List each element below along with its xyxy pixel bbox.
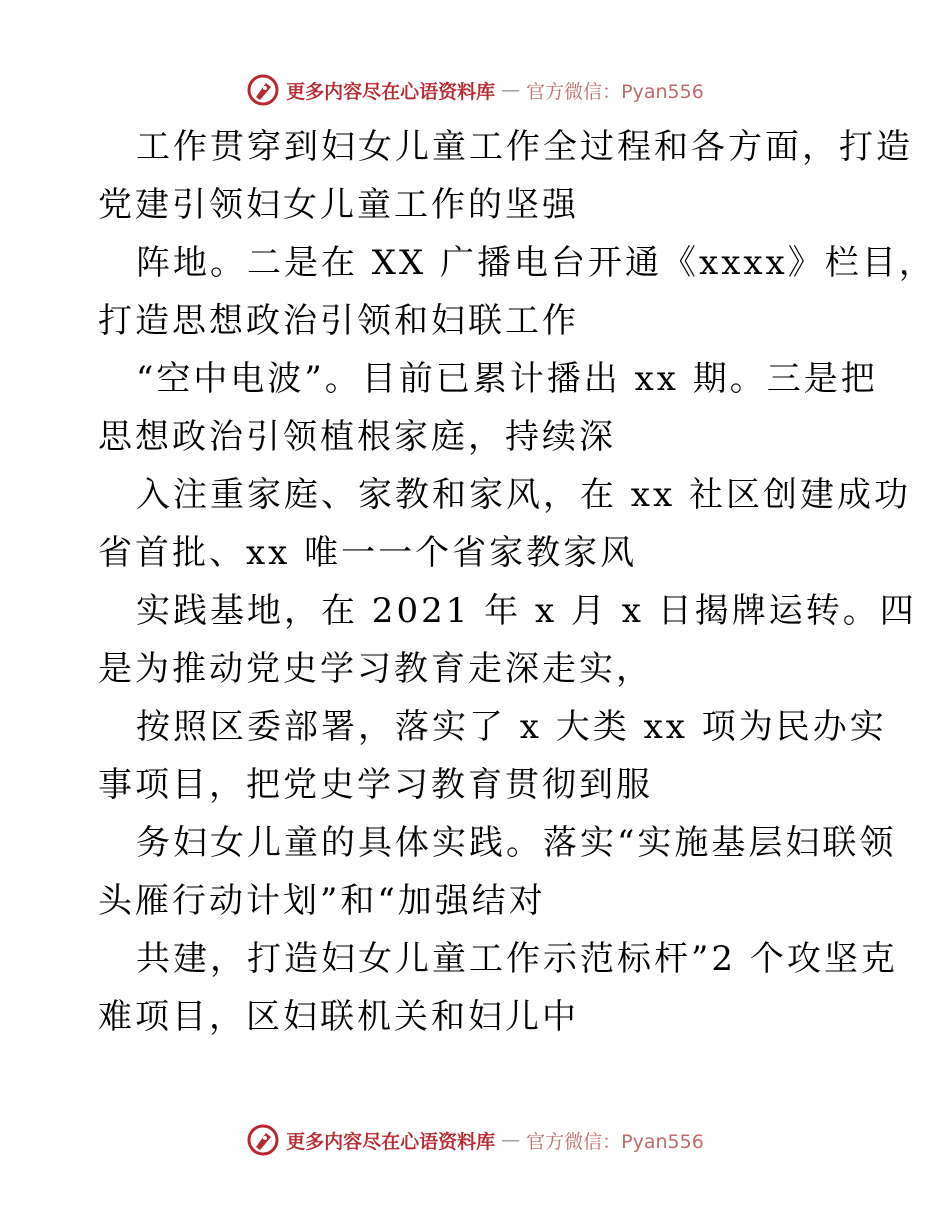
text-line: 党建引领妇女儿童工作的坚强	[98, 185, 579, 225]
header-watermark	[0, 70, 950, 110]
text-line: 工作贯穿到妇女儿童工作全过程和各方面，打造	[136, 127, 913, 167]
text-line: 难项目，区妇联机关和妇儿中	[98, 997, 579, 1037]
text-line: 是为推动党史学习教育走深走实，	[98, 649, 653, 689]
watermark-wechat-text: 官方微信：Pyan556	[526, 1130, 704, 1153]
text-line: 共建，打造妇女儿童工作示范标杆”2 个攻坚克	[136, 939, 898, 979]
text-line: 事项目，把党史学习教育贯彻到服	[98, 765, 653, 805]
text-line: 阵地。二是在 XX 广播电台开通《xxxx》栏目，	[136, 243, 936, 283]
watermark-separator: —	[501, 1129, 521, 1151]
text-line: “空中电波”。目前已累计播出 xx 期。三是把	[136, 359, 878, 399]
text-line: 打造思想政治引领和妇联工作	[98, 301, 579, 341]
text-line: 实践基地，在 2021 年 x 月 x 日揭牌运转。四	[136, 591, 917, 631]
text-line: 按照区委部署，落实了 x 大类 xx 项为民办实	[136, 707, 887, 747]
watermark-site-text: 更多内容尽在心语资料库	[286, 1130, 496, 1153]
pen-nib-logo-icon	[246, 73, 280, 107]
document-body	[98, 118, 936, 1046]
text-line: 务妇女儿童的具体实践。落实“实施基层妇联领	[136, 823, 897, 863]
text-line: 思想政治引领植根家庭，持续深	[98, 417, 616, 457]
footer-watermark	[0, 1120, 950, 1160]
text-line: 省首批、xx 唯一一个省家教家风	[98, 533, 638, 573]
watermark-wechat-text: 官方微信：Pyan556	[526, 80, 704, 103]
watermark-separator: —	[501, 79, 521, 101]
watermark-site-text: 更多内容尽在心语资料库	[286, 80, 496, 103]
text-line: 头雁行动计划”和“加强结对	[98, 881, 546, 921]
pen-nib-logo-icon	[246, 1123, 280, 1157]
text-line: 入注重家庭、家教和家风，在 xx 社区创建成功	[136, 475, 911, 515]
